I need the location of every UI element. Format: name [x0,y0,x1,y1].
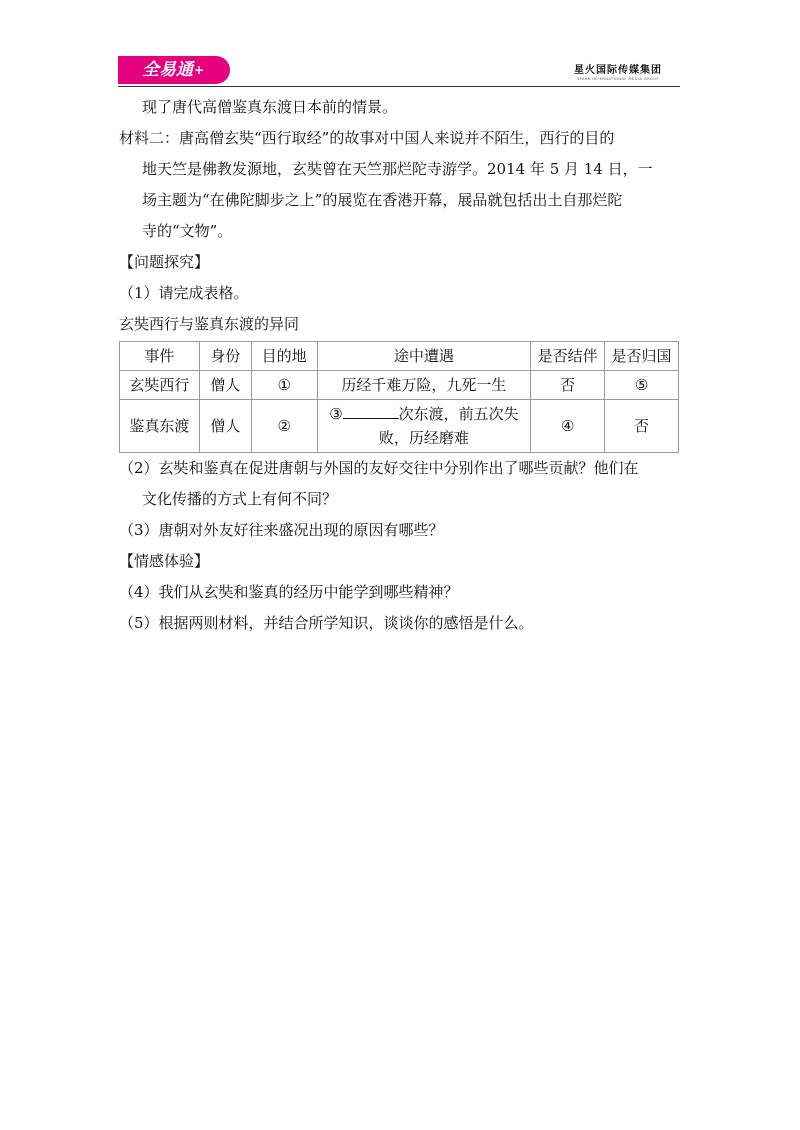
table-cell: 否 [531,371,605,400]
table-cell: 玄奘西行 [120,371,200,400]
table-cell: 否 [605,400,679,453]
question-5: （5）根据两则材料，并结合所学知识，谈谈你的感悟是什么。 [119,614,534,632]
experience-line2: 败，历经磨难 [378,429,469,447]
page-header [118,56,680,86]
table-header-cell: 事件 [120,342,200,371]
table-cell: 僧人 [199,371,251,400]
table-header-cell: 是否归国 [605,342,679,371]
question-1: （1）请完成表格。 [119,284,249,302]
text-line: 场主题为“在佛陀脚步之上”的展览在香港开幕，展品就包括出土自那烂陀 [142,191,623,209]
table-cell: ① [251,371,317,400]
publisher-name-cn: 星火国际传媒集团 [574,65,662,76]
table-caption: 玄奘西行与鉴真东渡的异同 [119,315,300,333]
question-2: （2）玄奘和鉴真在促进唐朝与外国的友好交往中分别作出了哪些贡献？他们在 [119,459,639,477]
text-line: 现了唐代高僧鉴真东渡日本前的情景。 [142,98,398,116]
header-divider [118,86,680,87]
question-4: （4）我们从玄奘和鉴真的经历中能学到哪些精神？ [119,583,459,601]
section-emotion-heading: 【情感体验】 [119,552,210,570]
comparison-table [119,341,679,453]
publisher-mark [574,61,662,81]
brand-logo [118,56,230,84]
question-3: （3）唐朝对外友好往来盛况出现的原因有哪些？ [119,521,444,539]
table-cell [317,400,531,453]
logo-plus: + [194,63,205,77]
table-row [120,400,679,453]
logo-text: 全易通 [142,60,193,80]
table-cell: 僧人 [199,400,251,453]
table-header-cell: 途中遭遇 [317,342,531,371]
question-2-cont: 文化传播的方式上有何不同？ [142,490,338,508]
table-header-row [120,342,679,371]
table-header-cell: 身份 [199,342,251,371]
table-cell: ⑤ [605,371,679,400]
document-body [119,92,681,639]
table-cell: 鉴真东渡 [120,400,200,453]
table-header-cell: 目的地 [251,342,317,371]
table-row [120,371,679,400]
experience-line1: 次东渡，前五次失 [398,405,519,423]
table-cell: 历经千难万险，九死一生 [317,371,531,400]
section-problem-heading: 【问题探究】 [119,253,210,271]
table-cell: ④ [531,400,605,453]
table-header-cell: 是否结伴 [531,342,605,371]
publisher-name-en: SPARK INTERNATIONAL MEDIA GROUP [576,77,660,81]
experience-prefix: ③ [329,405,343,423]
answer-blank [343,402,399,419]
material-two-heading: 材料二：唐高僧玄奘“西行取经”的故事对中国人来说并不陌生，西行的目的 [119,129,615,147]
table-cell: ② [251,400,317,453]
text-line: 地天竺是佛教发源地，玄奘曾在天竺那烂陀寺游学。2014 年 5 月 14 日，一 [142,160,653,178]
text-line: 寺的“文物”。 [142,222,233,240]
